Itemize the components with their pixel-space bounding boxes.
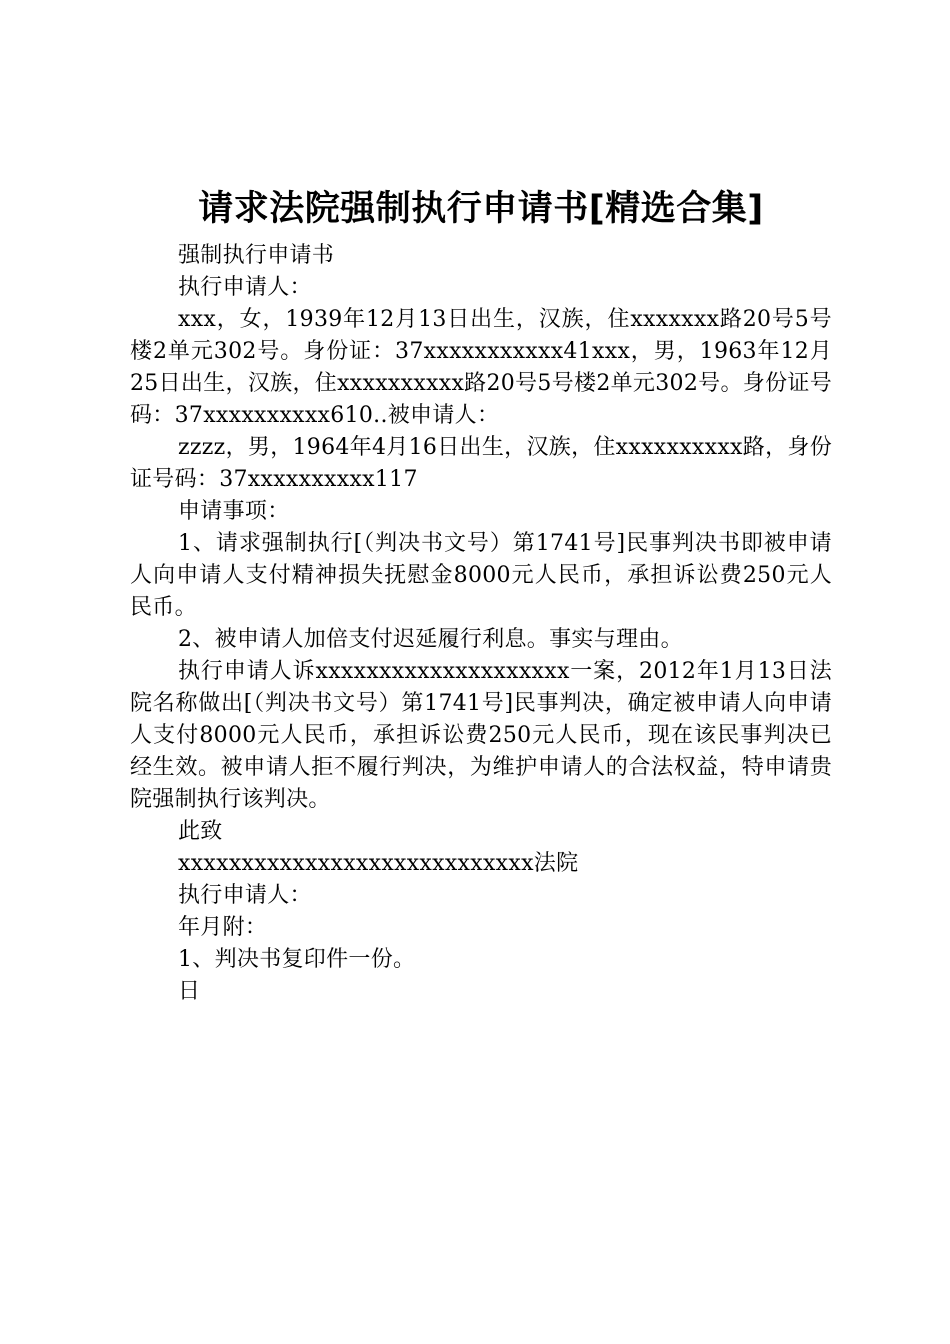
paragraph-facts: 执行申请人诉xxxxxxxxxxxxxxxxxxxx一案，2012年1月13日法院名称做出[（判决书文号）第1741号]民事判决，确定被申请人向申请人支付8000元人民币，承担诉讼费250元人民币，现在该民事判决已经生效。被申请人拒不履行判决，为维护申请人的合法权益，特申请贵院强制执行该判决。 [130, 659, 832, 812]
paragraph-court: xxxxxxxxxxxxxxxxxxxxxxxxxxxx法院 [178, 851, 579, 876]
paragraph-signature-label: 执行申请人： [178, 883, 312, 908]
document-page [130, 186, 832, 1008]
paragraph-applicant-details: xxx，女，1939年12月13日出生，汉族，住xxxxxxx路20号5号楼2单元302号。身份证：37xxxxxxxxxxx41xxx，男，1963年12月25日出生，汉族，住xxxxxxxxxx路20号5号楼2单元302号。身份证号码：37xxxxxxxxxx610..被申请人： [130, 307, 832, 428]
document-title: 请求法院强制执行申请书[精选合集] [198, 189, 764, 229]
paragraph-salutation: 此致 [178, 819, 223, 844]
paragraph-date-attachments: 年月附： [178, 915, 268, 940]
paragraph-heading: 强制执行申请书 [178, 243, 335, 268]
paragraph-request-1: 1、请求强制执行[（判决书文号）第1741号]民事判决书即被申请人向申请人支付精神损失抚慰金8000元人民币，承担诉讼费250元人民币。 [130, 531, 832, 620]
paragraph-requests-label: 申请事项： [178, 499, 290, 524]
paragraph-attachment-1: 1、判决书复印件一份。 [178, 947, 416, 972]
paragraph-applicant-label: 执行申请人： [178, 275, 312, 300]
paragraph-request-2: 2、被申请人加倍支付迟延履行利息。事实与理由。 [178, 627, 683, 652]
paragraph-respondent-details: zzzz，男，1964年4月16日出生，汉族，住xxxxxxxxxx路，身份证号码：37xxxxxxxxxx117 [130, 435, 832, 492]
paragraph-day: 日 [178, 979, 201, 1004]
